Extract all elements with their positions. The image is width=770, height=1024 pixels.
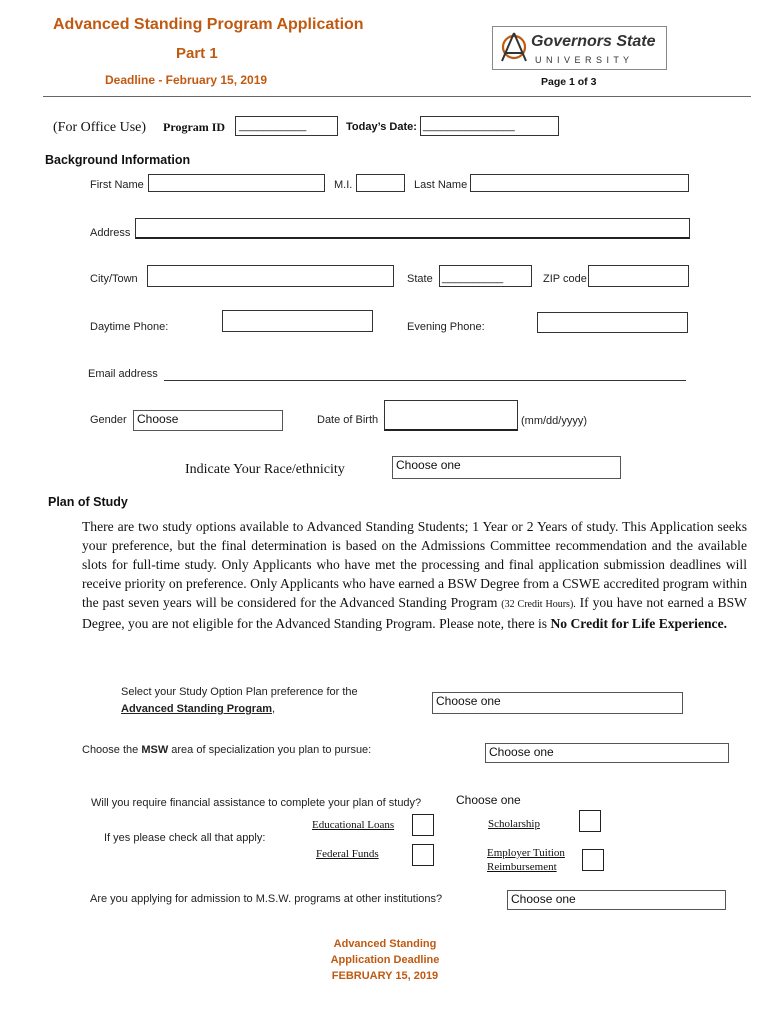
address-field[interactable] xyxy=(135,218,690,239)
first-name-label: First Name xyxy=(90,179,144,191)
logo-subtitle: U N I V E R S I T Y xyxy=(535,55,631,65)
footer-line2: Application Deadline xyxy=(330,954,440,966)
city-field[interactable] xyxy=(147,265,394,287)
study-option-label-suffix: , xyxy=(271,703,276,715)
financial-select[interactable]: Choose one xyxy=(456,793,521,807)
last-name-label: Last Name xyxy=(414,179,468,191)
employer-tuition-checkbox[interactable] xyxy=(582,849,604,871)
dob-label: Date of Birth xyxy=(317,414,379,426)
msw-select[interactable]: Choose one xyxy=(485,743,729,763)
logo-name: Governors State xyxy=(531,33,656,50)
other-institutions-select[interactable]: Choose one xyxy=(507,890,726,910)
email-label: Email address xyxy=(88,368,158,380)
todays-date-label: Today’s Date: xyxy=(346,121,417,133)
msw-label-bold: MSW xyxy=(141,744,169,756)
footer-line3: FEBRUARY 15, 2019 xyxy=(331,970,439,982)
race-label: Indicate Your Race/ethnicity xyxy=(185,462,345,477)
gender-label: Gender xyxy=(90,414,127,426)
study-option-label xyxy=(121,684,358,718)
check-all-label: If yes please check all that apply: xyxy=(104,832,266,844)
employer-tuition-label xyxy=(487,846,565,874)
address-label: Address xyxy=(90,227,131,239)
state-field[interactable] xyxy=(439,265,532,287)
footer-line1: Advanced Standing xyxy=(333,938,437,950)
scholarship-checkbox[interactable] xyxy=(579,810,601,832)
form-part: Part 1 xyxy=(176,45,218,62)
plan-paragraph-bold: No Credit for Life Experience. xyxy=(550,616,728,631)
other-institutions-label: Are you applying for admission to M.S.W. programs at other institutions? xyxy=(90,893,443,905)
employer-tuition-line1: Employer Tuition xyxy=(487,847,565,859)
evening-phone-label: Evening Phone: xyxy=(407,321,485,333)
daytime-phone-label: Daytime Phone: xyxy=(90,321,169,333)
zip-field[interactable] xyxy=(588,265,689,287)
todays-date-field[interactable] xyxy=(420,116,559,136)
scholarship-label: Scholarship xyxy=(488,818,540,830)
header-divider xyxy=(43,96,751,97)
msw-label xyxy=(82,744,371,756)
last-name-field[interactable] xyxy=(470,174,689,192)
zip-label: ZIP code xyxy=(543,273,587,285)
dob-field[interactable] xyxy=(384,400,518,431)
form-title: Advanced Standing Program Application xyxy=(53,16,364,33)
msw-label-post: area of specialization you plan to pursue: xyxy=(168,744,372,756)
evening-phone-field[interactable] xyxy=(537,312,688,333)
todays-date-value: _______________ xyxy=(423,120,515,132)
educational-loans-checkbox[interactable] xyxy=(412,814,434,836)
study-option-select[interactable]: Choose one xyxy=(432,692,683,714)
gender-select[interactable]: Choose xyxy=(133,410,283,431)
federal-funds-label: Federal Funds xyxy=(316,848,379,860)
plan-heading: Plan of Study xyxy=(48,495,128,509)
study-option-label-line1: Select your Study Option Plan preference for the xyxy=(121,686,358,698)
logo-mark-icon xyxy=(500,31,528,65)
city-label: City/Town xyxy=(90,273,138,285)
footer-deadline xyxy=(300,936,470,984)
employer-tuition-line2: Reimbursement xyxy=(487,861,557,873)
plan-paragraph-main: There are two study options available to Advanced Standing Students; 1 Year or 2 Years of study. This Application seeks your preference, but the final determination is based on the Admissions Committee recommendation and the available slots for full-time study. Only Applicants who have met the processing and final application submission deadlines will receive priority on preference. Only Applicants who have earned a BSW Degree from a CSWE accredited program within the past seven years will be considered for the Advanced Standing Program xyxy=(82,519,747,610)
email-field[interactable] xyxy=(164,380,686,381)
office-use-label: (For Office Use) xyxy=(53,120,147,135)
program-id-field[interactable] xyxy=(235,116,338,136)
page-indicator: Page 1 of 3 xyxy=(541,76,597,88)
mi-field[interactable] xyxy=(356,174,405,192)
race-select[interactable]: Choose one xyxy=(392,456,621,479)
state-value: __________ xyxy=(442,272,504,284)
background-heading: Background Information xyxy=(45,153,191,167)
program-id-label: Program ID xyxy=(163,120,226,134)
plan-paragraph xyxy=(82,517,747,633)
university-logo xyxy=(492,26,667,70)
financial-label: Will you require financial assistance to complete your plan of study? xyxy=(91,797,422,809)
plan-paragraph-rest: If you have not earned a BSW Degree, you are not eligible for the Advanced Standing Program. Please note, there is xyxy=(82,595,747,631)
plan-paragraph-small: (32 Credit Hours). xyxy=(501,599,576,610)
educational-loans-label: Educational Loans xyxy=(312,819,395,831)
mi-label: M.I. xyxy=(334,179,353,191)
study-option-label-line2: Advanced Standing Program xyxy=(121,703,272,715)
daytime-phone-field[interactable] xyxy=(222,310,373,332)
program-id-value: ___________ xyxy=(239,120,307,132)
dob-format: (mm/dd/yyyy) xyxy=(521,415,587,427)
form-deadline: Deadline - February 15, 2019 xyxy=(105,73,268,87)
state-label: State xyxy=(407,273,433,285)
first-name-field[interactable] xyxy=(148,174,325,192)
federal-funds-checkbox[interactable] xyxy=(412,844,434,866)
msw-label-pre: Choose the xyxy=(82,744,142,756)
